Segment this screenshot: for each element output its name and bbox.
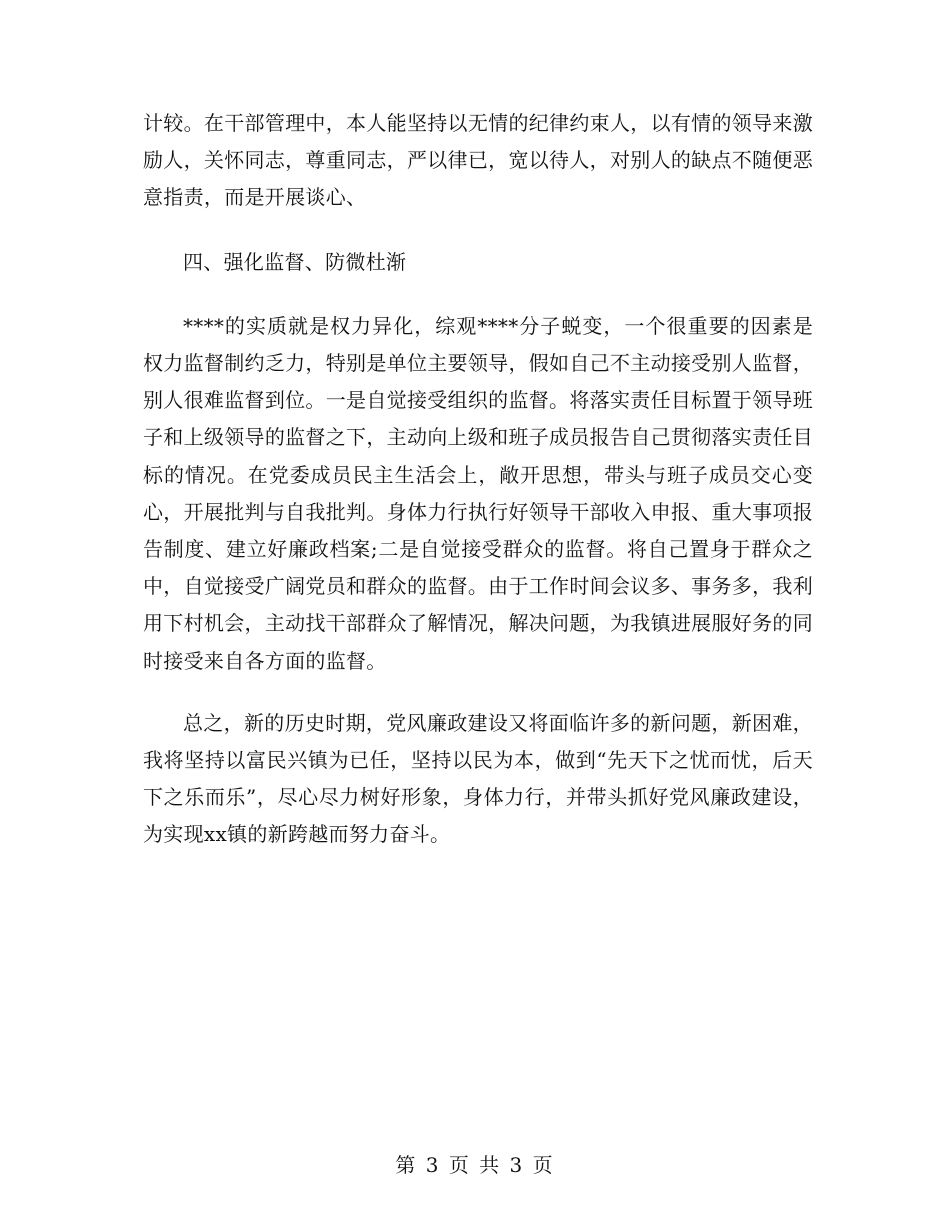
paragraph-continuation: 计较。在干部管理中，本人能坚持以无情的纪律约束人，以有情的领导来激励人，关怀同志，尊重同志，严以律已，宽以待人，对别人的缺点不随便恶意指责，而是开展谈心、: [143, 111, 813, 210]
paragraph-supervision: ****的实质就是权力异化，综观****分子蜕变，一个很重要的因素是权力监督制约乏力，特别是单位主要领导，假如自己不主动接受别人监督，别人很难监督到位。一是自觉接受组织的监督。将落实责任目标置于领导班子和上级领导的监督之下，主动向上级和班子成员报告自己贯彻落实责任目标的情况。在党委成员民主生活会上，敞开思想，带头与班子成员交心变心，开展批判与自我批判。身体力行执行好领导干部收入申报、重大事项报告制度、建立好廉政档案;二是自觉接受群众的监督。将自己置身于群众之中，自觉接受广阔党员和群众的监督。由于工作时间会议多、事务多，我利用下村机会，主动找干部群众了解情况，解决问题，为我镇进展服好务的同时接受来自各方面的监督。: [143, 313, 813, 673]
page-footer: 第 3 页 共 3 页: [395, 1153, 555, 1177]
paragraph-conclusion: 总之，新的历史时期，党风廉政建设又将面临许多的新问题，新困难，我将坚持以富民兴镇为已任，坚持以民为本，做到“先天下之忧而忧，后天下之乐而乐”，尽心尽力树好形象，身体力行，并带头抓好党风廉政建设，为实现xx镇的新跨越而努力奋斗。: [143, 710, 813, 847]
document-body: [143, 105, 813, 854]
section-heading: 四、强化监督、防微杜渐: [183, 249, 407, 274]
